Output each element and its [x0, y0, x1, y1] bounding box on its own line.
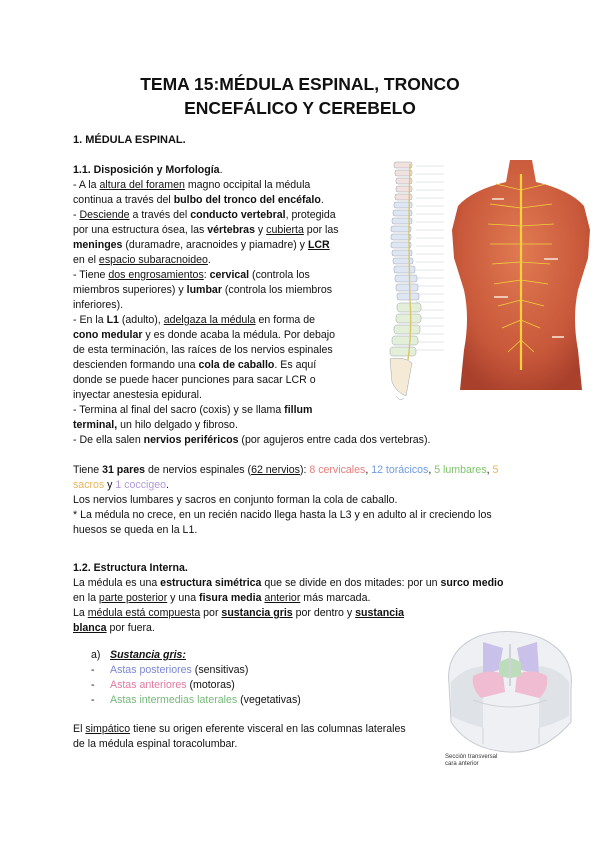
para-compuesta-line-1: La médula está compuesta por sustancia gris por dentro y sustancia — [73, 607, 404, 619]
note-line-1: * La médula no crece, en un recién nacido llega hasta la L3 y en adulto al ir creciendo los — [73, 509, 492, 521]
para-cola-caballo: Los nervios lumbares y sacros en conjunto forman la cola de caballo. — [73, 494, 398, 506]
vertebral-column-illustration — [382, 160, 444, 405]
subsection-1-2-heading: 1.2. Estructura Interna. — [73, 562, 188, 574]
section-1-heading: 1. MÉDULA ESPINAL. — [73, 134, 186, 146]
para-l1-line-6: inyectar anestesia epidural. — [73, 389, 202, 401]
para-desciende-line-1: - Desciende a través del conducto vertebral, protegida — [73, 209, 336, 221]
para-termina-line-2: terminal, un hilo delgado y fibroso. — [73, 419, 238, 431]
title-line-2: ENCEFÁLICO Y CEREBELO — [184, 98, 416, 118]
para-l1-line-1: - En la L1 (adulto), adelgaza la médula en forma de — [73, 314, 316, 326]
back-spinal-cord-illustration — [452, 160, 590, 390]
para-pares-line-1: Tiene 31 pares de nervios espinales (62 nervios): 8 cervicales, 12 torácicos, 5 lumbares, 5 — [73, 464, 499, 476]
list-item-astas-intermedias: - Astas intermedias laterales (vegetativas) — [91, 694, 301, 706]
para-nervios-perifericos: - De ella salen nervios periféricos (por agujeros entre cada dos vertebras). — [73, 434, 431, 446]
list-item-astas-anteriores: - Astas anteriores (motoras) — [91, 679, 235, 691]
para-engrosamientos-line-1: - Tiene dos engrosamientos: cervical (controla los — [73, 269, 310, 281]
title-line-1: TEMA 15:MÉDULA ESPINAL, TRONCO — [140, 74, 460, 94]
para-desciende-line-3: meninges (duramadre, aracnoides y piamadre) y LCR — [73, 239, 330, 251]
para-simetrica-line-1: La médula es una estructura simétrica que se divide en dos mitades: por un surco medio — [73, 577, 504, 589]
para-termina-line-1: - Termina al final del sacro (coxis) y se llama fillum — [73, 404, 313, 416]
figure-caption-line-2: cara anterior — [445, 761, 479, 767]
para-desciende-line-4: en el espacio subaracnoideo. — [73, 254, 211, 266]
para-l1-line-2: cono medular y es donde acaba la médula. Por debajo — [73, 329, 336, 341]
para-l1-line-3: de esta terminación, las raíces de los nervios espinales — [73, 344, 333, 356]
para-compuesta-line-2: blanca por fuera. — [73, 622, 155, 634]
para-desciende-line-2: por una estructura ósea, las vértebras y cubierta por las — [73, 224, 339, 236]
spinal-cord-cross-section-illustration — [443, 622, 578, 754]
document-title — [0, 72, 600, 120]
para-engrosamientos-line-2: miembros superiores) y lumbar (controla los miembros — [73, 284, 333, 296]
para-foramen-line-2: continua a través del bulbo del tronco del encéfalo. — [73, 194, 324, 206]
para-simetrica-line-2: en la parte posterior y una fisura media anterior más marcada. — [73, 592, 371, 604]
para-simpatico-line-1: El simpático tiene su origen eferente visceral en las columnas laterales — [73, 723, 406, 735]
figure-caption-line-1: Sección transversal — [445, 754, 498, 760]
para-foramen-line-1: - A la altura del foramen magno occipital la médula — [73, 179, 311, 191]
para-l1-line-5: donde se puede hacer punciones para sacar LCR o — [73, 374, 316, 386]
para-pares-line-2: sacros y 1 coccigeo. — [73, 479, 169, 491]
note-line-2: huesos se queda en la L1. — [73, 524, 198, 536]
para-engrosamientos-line-3: inferiores). — [73, 299, 124, 311]
subsection-1-1-heading: 1.1. Disposición y Morfología. — [73, 164, 223, 176]
list-item-astas-posteriores: - Astas posteriores (sensitivas) — [91, 664, 249, 676]
para-simpatico-line-2: de la médula espinal toracolumbar. — [73, 738, 238, 750]
para-l1-line-4: descienden formando una cola de caballo. Es aquí — [73, 359, 317, 371]
list-sustancia-gris-heading: a) Sustancia gris: — [91, 649, 186, 661]
